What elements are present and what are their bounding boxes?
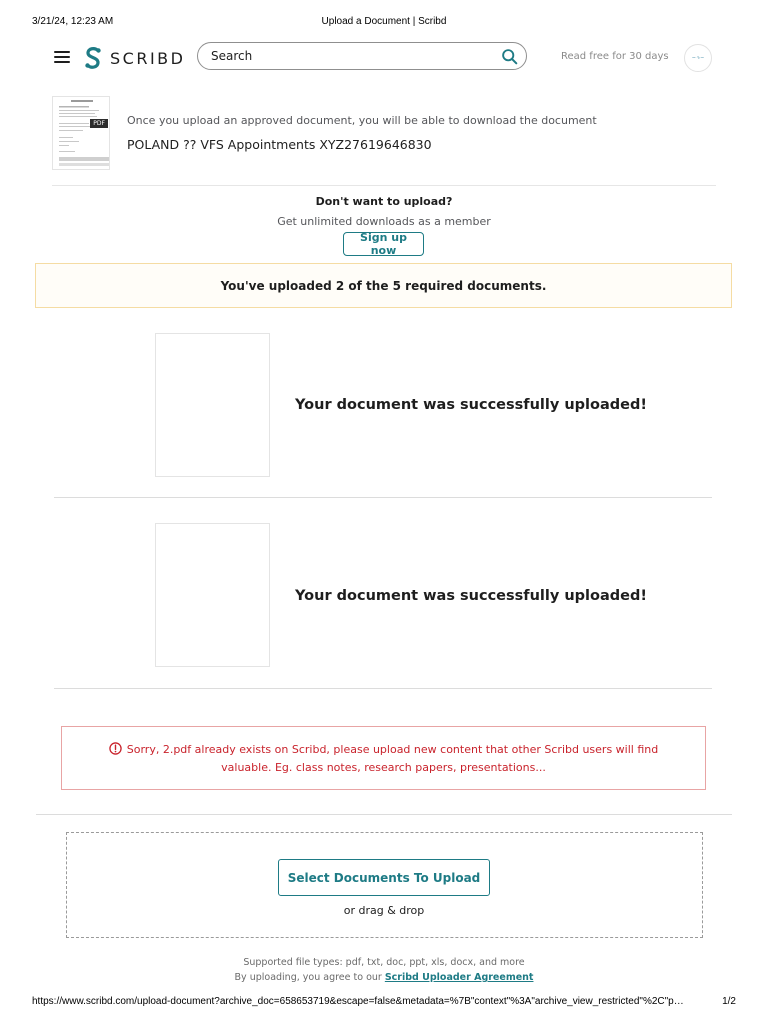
avatar-signature-icon: ~∿~ (691, 55, 705, 61)
download-info-message: Once you upload an approved document, you will be able to download the document (127, 114, 597, 127)
scribd-logo-icon (84, 46, 102, 70)
hamburger-menu-icon[interactable] (54, 51, 70, 64)
print-footer (0, 996, 768, 1010)
duplicate-error-alert (61, 726, 706, 790)
supported-file-types: Supported file types: pdf, txt, doc, ppt, xls, docx, and more (243, 957, 525, 968)
uploader-agreement-link[interactable]: Scribd Uploader Agreement (384, 972, 534, 983)
print-header (0, 16, 768, 30)
divider (36, 814, 732, 815)
error-message: Sorry, 2.pdf already exists on Scribd, please upload new content that other Scribd users will find valuable. Eg. class notes, research papers, presentations... (126, 743, 659, 774)
read-free-link[interactable]: Read free for 30 days (561, 51, 669, 62)
select-documents-button[interactable]: Select Documents To Upload (278, 859, 490, 896)
drag-drop-hint: or drag & drop (343, 904, 425, 917)
sign-up-button[interactable]: Sign up now (343, 232, 424, 256)
search-input[interactable] (211, 49, 501, 63)
agreement-prefix: By uploading, you agree to our (234, 972, 385, 983)
search-bar[interactable] (197, 42, 527, 70)
document-preview-icon (53, 97, 110, 170)
print-page-number: 1/2 (722, 996, 736, 1007)
uploader-agreement-notice (0, 972, 768, 983)
divider (54, 688, 712, 689)
uploaded-document-thumbnail (155, 523, 270, 667)
membership-heading: Don't want to upload? (315, 195, 453, 208)
document-title: POLAND ?? VFS Appointments XYZ27619646830 (127, 137, 432, 152)
divider (52, 185, 716, 186)
membership-subtext: Get unlimited downloads as a member (277, 215, 491, 228)
print-datetime: 3/21/24, 12:23 AM (32, 16, 114, 27)
uploaded-document-thumbnail (155, 333, 270, 477)
scribd-logo[interactable] (84, 45, 185, 71)
alert-circle-icon (109, 742, 122, 755)
print-page-title: Upload a Document | Scribd (321, 16, 447, 27)
upload-success-message: Your document was successfully uploaded! (295, 397, 647, 413)
pdf-badge: PDF (90, 119, 108, 128)
logo-text: SCRIBD (110, 48, 186, 68)
upload-progress-text: You've uploaded 2 of the 5 required documents. (220, 278, 547, 293)
upload-success-message: Your document was successfully uploaded! (295, 588, 647, 604)
avatar[interactable] (684, 44, 712, 72)
search-icon[interactable] (501, 48, 518, 65)
divider (54, 497, 712, 498)
print-url: https://www.scribd.com/upload-document?archive_doc=658653719&escape=false&metadata=%7B"context"%3A"archive_view_restricted"%2C"p… (32, 996, 684, 1007)
upload-progress-notice (35, 263, 732, 308)
document-thumbnail (52, 96, 110, 170)
